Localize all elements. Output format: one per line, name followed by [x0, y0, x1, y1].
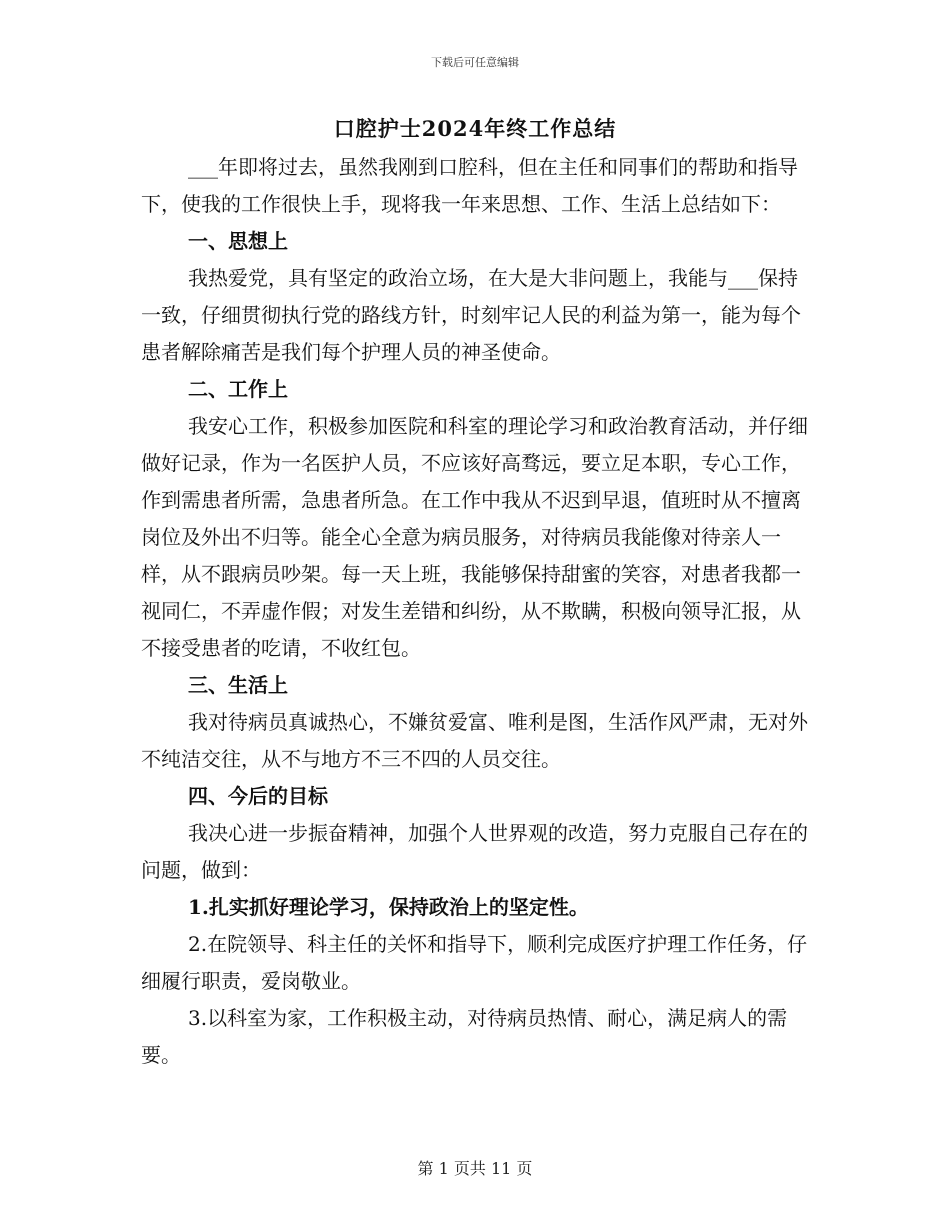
- document-body: [141, 149, 809, 1074]
- section-body-goals: 我决心进一步振奋精神，加强个人世界观的改造，努力克服自己存在的问题，做到：: [141, 821, 808, 882]
- section-heading-life: 三、生活上: [188, 673, 288, 697]
- section-heading-thought: 一、思想上: [188, 229, 288, 253]
- page-header-note: 下载后可任意编辑: [431, 56, 519, 69]
- intro-paragraph: ___年即将过去，虽然我刚到口腔科，但在主任和同事们的帮助和指导下，使我的工作很快上手，现将我一年来思想、工作、生活上总结如下：: [141, 155, 798, 216]
- goal-item-2: 2.在院领导、科主任的关怀和指导下，顺利完成医疗护理工作任务，仔细履行职责，爱岗敬业。: [141, 932, 808, 993]
- goal-item-3: 3.以科室为家，工作积极主动，对待病员热情、耐心，满足病人的需要。: [141, 1006, 788, 1067]
- section-body-work: 我安心工作，积极参加医院和科室的理论学习和政治教育活动，并仔细做好记录，作为一名医护人员，不应该好高骛远，要立足本职，专心工作，作到需患者所需，急患者所急。在工作中我从不迟到早退，值班时从不擅离岗位及外出不归等。能全心全意为病员服务，对待病员我能像对待亲人一样，从不跟病员吵架。每一天上班，我能够保持甜蜜的笑容，对患者我都一视同仁，不弄虚作假；对发生差错和纠纷，从不欺瞒，积极向领导汇报，从不接受患者的吃请，不收红包。: [141, 414, 808, 660]
- section-heading-goals: 四、今后的目标: [188, 784, 328, 808]
- page-number: 第 1 页共 11 页: [417, 1159, 533, 1178]
- document-title: 口腔护士2024年终工作总结: [333, 116, 617, 141]
- section-heading-work: 二、工作上: [188, 377, 288, 401]
- section-body-life: 我对待病员真诚热心，不嫌贫爱富、唯利是图，生活作风严肃，无对外不纯洁交往，从不与地方不三不四的人员交往。: [141, 710, 808, 771]
- goal-item-1: 1.扎实抓好理论学习，保持政治上的坚定性。: [188, 895, 589, 919]
- section-body-thought: 我热爱党，具有坚定的政治立场，在大是大非问题上，我能与___保持一致，仔细贯彻执行党的路线方针，时刻牢记人民的利益为第一，能为每个患者解除痛苦是我们每个护理人员的神圣使命。: [141, 266, 801, 364]
